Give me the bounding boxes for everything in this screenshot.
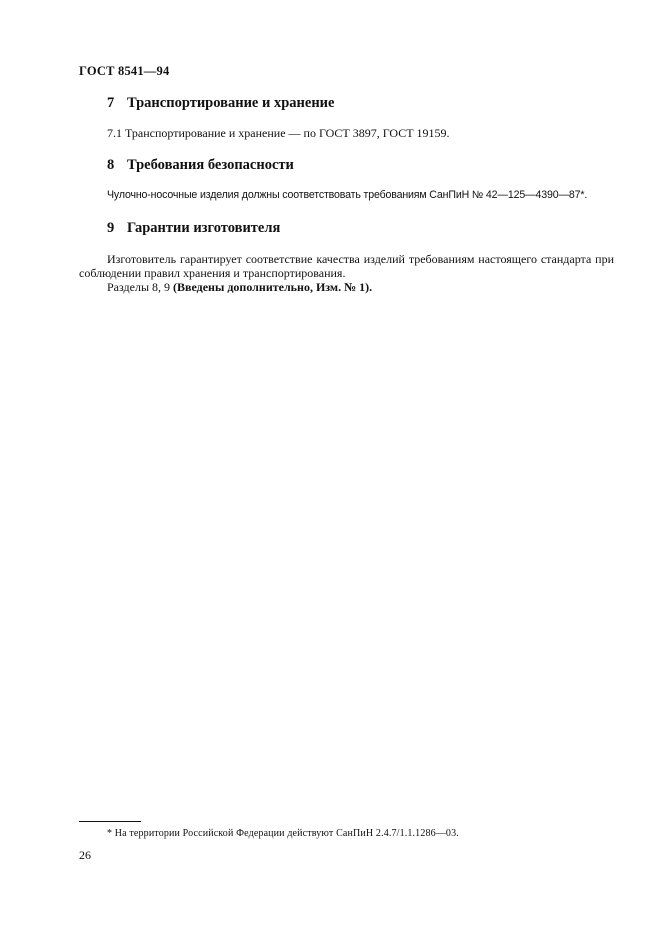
document-code: ГОСТ 8541—94 bbox=[79, 64, 170, 78]
section-7-title: Транспортирование и хранение bbox=[127, 95, 335, 111]
section-9-title: Гарантии изготовителя bbox=[127, 220, 281, 236]
section-7-paragraph: 7.1 Транспортирование и хранение — по ГОСТ 3897, ГОСТ 19159. bbox=[107, 126, 450, 140]
amendment-note: (Введены дополнительно, Изм. № 1). bbox=[173, 280, 373, 294]
section-9-heading bbox=[107, 220, 280, 237]
section-7-number: 7 bbox=[107, 95, 115, 111]
section-9-number: 9 bbox=[107, 220, 115, 236]
page-number: 26 bbox=[79, 848, 91, 862]
section-8-heading bbox=[107, 157, 294, 174]
section-8-title: Требования безопасности bbox=[127, 157, 294, 173]
section-9-paragraph: Изготовитель гарантирует соответствие качества изделий требованиям настоящего стандарта при соблюдении правил хранения и транспортирования. bbox=[79, 252, 614, 280]
section-8-paragraph: Чулочно-носочные изделия должны соответствовать требованиям СанПиН № 42—125—4390—87*. bbox=[107, 189, 588, 201]
amendment-prefix: Разделы 8, 9 bbox=[107, 280, 174, 294]
section-8-number: 8 bbox=[107, 157, 115, 173]
footnote-divider bbox=[79, 821, 141, 822]
section-7-heading bbox=[107, 95, 334, 112]
section-9-amendment bbox=[107, 280, 372, 295]
footnote: * На территории Российской Федерации действуют СанПиН 2.4.7/1.1.1286—03. bbox=[107, 828, 459, 839]
